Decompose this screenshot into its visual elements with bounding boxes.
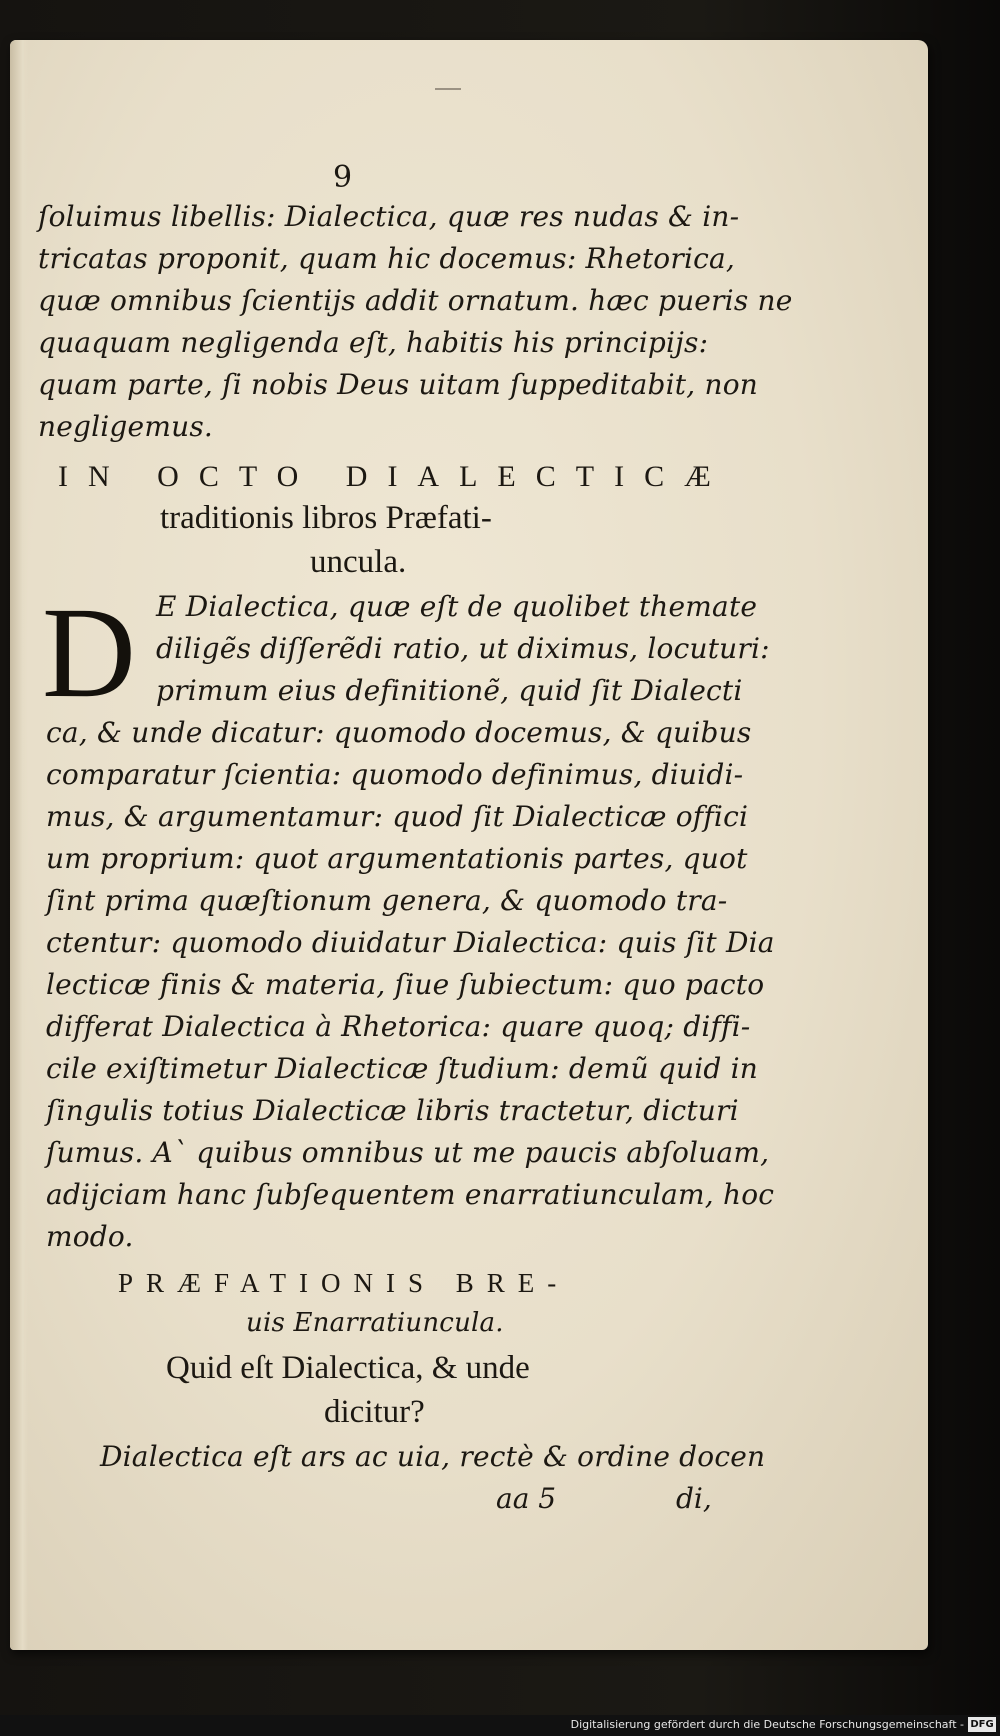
footer-credit: Digitalisierung gefördert durch die Deutsche Forschungsgemeinschaft - bbox=[570, 1718, 964, 1731]
body-line: cile exiſtimetur Dialecticæ ſtudium: demũ quid in bbox=[46, 1052, 759, 1085]
body-line: negligemus. bbox=[38, 410, 213, 443]
body-line: comparatur ſcientia: quomodo definimus, diuidi- bbox=[46, 758, 744, 791]
question-heading: Quid eſt Dialectica, & unde bbox=[166, 1350, 530, 1386]
page-number: 9 bbox=[333, 160, 353, 195]
body-line: ca, & unde dicatur: quomodo docemus, & quibus bbox=[46, 716, 752, 749]
body-line: primum eius definitionẽ, quid ſit Dialecti bbox=[156, 674, 743, 707]
body-line: quam parte, ſi nobis Deus uitam ſuppeditabit, non bbox=[38, 368, 758, 401]
section-heading-line: traditionis libros Præfati- bbox=[160, 500, 492, 536]
body-line: ſoluimus libellis: Dialectica, quæ res nudas & in- bbox=[38, 200, 740, 233]
body-line: Dialectica eſt ars ac uia, rectè & ordine docen bbox=[100, 1440, 766, 1473]
body-line: adijciam hanc ſubſequentem enarratiunculam, hoc bbox=[46, 1178, 775, 1211]
question-heading: dicitur? bbox=[324, 1394, 425, 1430]
section-heading-line: uis Enarratiuncula. bbox=[246, 1308, 504, 1338]
header-rule bbox=[435, 88, 461, 90]
section-heading-caps: PRÆFATIONIS BRE- bbox=[118, 1268, 570, 1298]
body-line: differat Dialectica à Rhetorica: quare quoq; diffi- bbox=[46, 1010, 751, 1043]
body-line: lecticæ finis & materia, ſiue ſubiectum: quo pacto bbox=[46, 968, 765, 1001]
drop-cap: D bbox=[42, 581, 136, 725]
section-heading-line: uncula. bbox=[310, 544, 407, 580]
body-line: mus, & argumentamur: quod ſit Dialecticæ offici bbox=[46, 800, 749, 833]
body-line: quæ omnibus ſcientijs addit ornatum. hæc pueris ne bbox=[38, 284, 793, 317]
page-edge bbox=[10, 40, 28, 1650]
body-line: ſumus. A` quibus omnibus ut me paucis abſoluam, bbox=[46, 1136, 770, 1169]
body-line: diligẽs diſſerẽdi ratio, ut diximus, locuturi: bbox=[156, 632, 770, 665]
dfg-logo: DFG bbox=[968, 1717, 996, 1732]
body-line: ſingulis totius Dialecticæ libris tractetur, dicturi bbox=[46, 1094, 739, 1127]
section-heading-caps: IN OCTO DIALECTICÆ bbox=[58, 460, 731, 493]
footer-bar bbox=[0, 1715, 1000, 1736]
body-line: E Dialectica, quæ eſt de quolibet themate bbox=[156, 590, 758, 623]
body-line: ctentur: quomodo diuidatur Dialectica: quis ſit Dia bbox=[46, 926, 775, 959]
body-line: um proprium: quot argumentationis partes, quot bbox=[46, 842, 748, 875]
body-line: modo. bbox=[46, 1220, 134, 1253]
signature-mark: aa 5 bbox=[496, 1482, 557, 1515]
body-line: quaquam negligenda eſt, habitis his principijs: bbox=[38, 326, 709, 359]
body-line: tricatas proponit, quam hic docemus: Rhetorica, bbox=[38, 242, 735, 275]
body-line: ſint prima quæſtionum genera, & quomodo tra- bbox=[46, 884, 728, 917]
catchword: di, bbox=[676, 1482, 712, 1515]
